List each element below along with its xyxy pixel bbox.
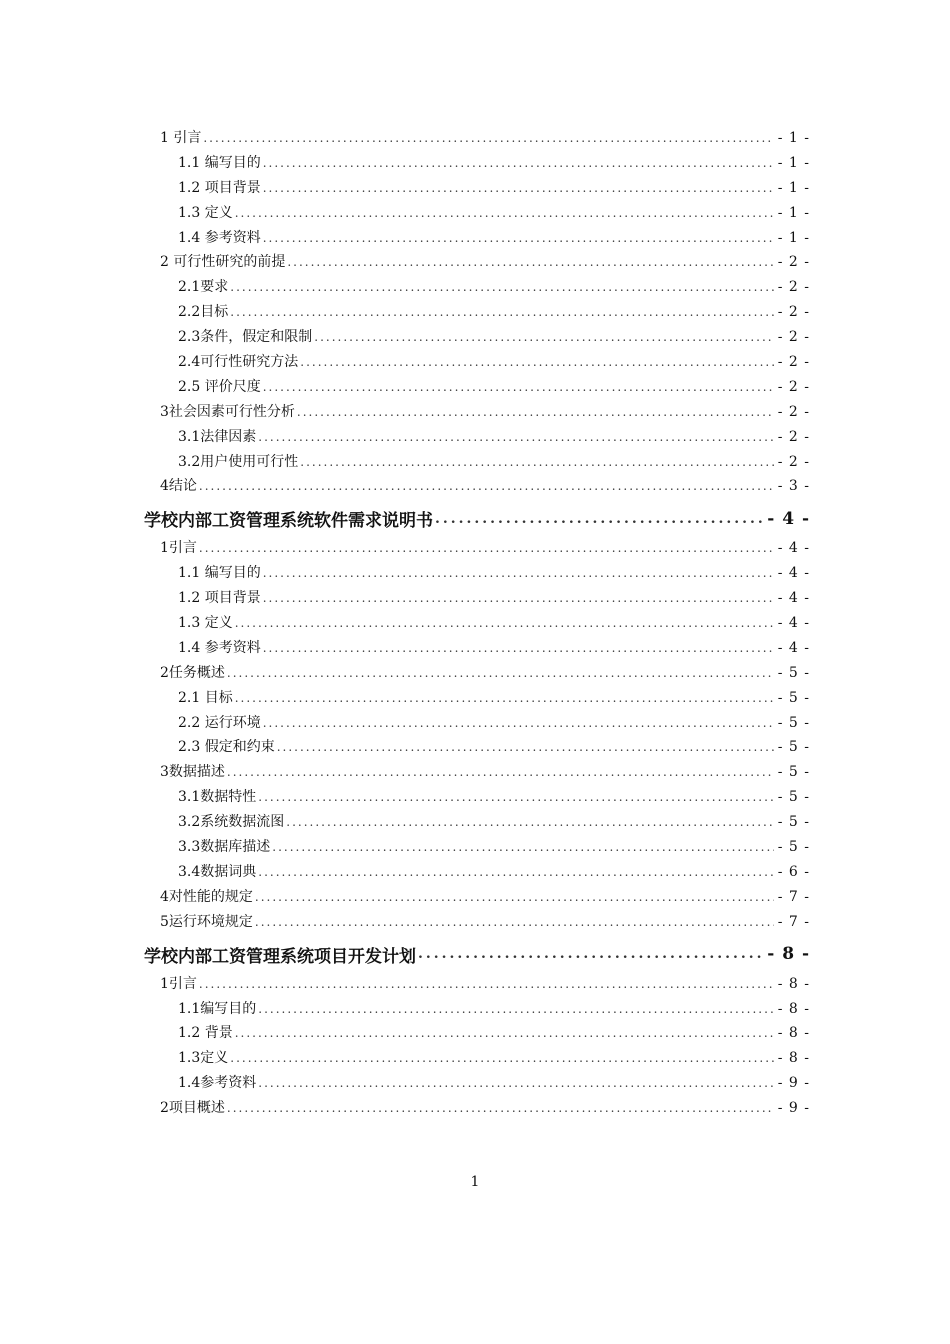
toc-entry-title: 4对性能的规定 — [160, 888, 253, 905]
toc-dot-leader — [235, 616, 774, 630]
toc-entry-page: - 7 - — [777, 913, 810, 930]
toc-entry-page: - 2 - — [777, 279, 810, 296]
toc-entry-title: 1.3 定义 — [178, 204, 233, 221]
toc-entry-title: 5运行环境规定 — [160, 913, 253, 930]
toc-entry-title: 3社会因素可行性分析 — [160, 403, 295, 420]
toc-dot-leader — [199, 977, 774, 991]
toc-dot-leader — [314, 330, 773, 344]
toc-entry-page: - 5 - — [777, 764, 810, 781]
toc-entry-title: 2 可行性研究的前提 — [160, 254, 286, 271]
toc-dot-leader — [199, 541, 774, 555]
toc-entry-title: 1.3 定义 — [178, 615, 233, 632]
toc-dot-leader — [258, 790, 773, 804]
toc-dot-leader — [263, 181, 774, 195]
toc-dot-leader — [258, 865, 773, 879]
toc-entry[interactable] — [160, 1047, 810, 1072]
toc-entry-page: - 5 - — [777, 689, 810, 706]
toc-entry-page: - 8 - — [777, 1000, 810, 1017]
toc-dot-leader — [300, 355, 773, 369]
toc-entry-title: 4结论 — [160, 478, 197, 495]
toc-entry[interactable] — [160, 736, 810, 761]
toc-dot-leader — [255, 890, 774, 904]
toc-entry-title: 1.1 编写目的 — [178, 565, 261, 582]
toc-entry[interactable] — [160, 886, 810, 911]
toc-entry-page: - 1 - — [777, 179, 810, 196]
toc-entry-title: 2.3条件，假定和限制 — [178, 329, 313, 346]
toc-dot-leader — [263, 156, 774, 170]
toc-entry-title: 1.1 编写目的 — [178, 154, 261, 171]
toc-section-heading[interactable] — [144, 500, 810, 537]
toc-dot-leader — [227, 1101, 774, 1115]
toc-entry[interactable] — [160, 637, 810, 662]
toc-entry[interactable] — [160, 152, 810, 177]
toc-entry[interactable] — [160, 426, 810, 451]
toc-entry-page: - 1 - — [777, 130, 810, 146]
toc-entry-page: - 2 - — [777, 378, 810, 395]
toc-entry[interactable] — [160, 451, 810, 476]
toc-entry-page: - 2 - — [777, 428, 810, 445]
toc-dot-leader — [263, 641, 774, 655]
toc-entry-title: 2.1 目标 — [178, 689, 233, 706]
toc-entry-page: - 5 - — [777, 664, 810, 681]
toc-entry[interactable] — [160, 587, 810, 612]
toc-dot-leader — [418, 946, 763, 962]
toc-entry-page: - 4 - — [777, 615, 810, 632]
toc-dot-leader — [230, 280, 773, 294]
toc-entry-title: 2.5 评价尺度 — [178, 378, 261, 395]
toc-dot-leader — [263, 380, 774, 394]
toc-entry-title: 2任务概述 — [160, 664, 225, 681]
toc-dot-leader — [258, 1076, 773, 1090]
toc-entry-title: 3.3数据库描述 — [178, 839, 271, 856]
toc-dot-leader — [230, 305, 773, 319]
toc-entry-title: 1.4 参考资料 — [178, 639, 261, 656]
toc-entry-page: - 6 - — [777, 863, 810, 880]
toc-dot-leader — [258, 1002, 773, 1016]
toc-entry-title: 3.1数据特性 — [178, 789, 257, 806]
toc-entry-page: - 4 - — [767, 508, 810, 529]
toc-entry-page: - 2 - — [777, 354, 810, 371]
toc-entry[interactable] — [160, 401, 810, 426]
toc-entry-title: 3.4数据词典 — [178, 863, 257, 880]
toc-dot-leader — [272, 840, 773, 854]
toc-entry[interactable] — [160, 276, 810, 301]
toc-entry[interactable] — [160, 251, 810, 276]
toc-dot-leader — [263, 716, 774, 730]
toc-entry-title: 2.4可行性研究方法 — [178, 354, 299, 371]
toc-entry-page: - 4 - — [777, 590, 810, 607]
toc-entry[interactable] — [160, 376, 810, 401]
toc-entry-page: - 7 - — [777, 888, 810, 905]
toc-section-heading[interactable] — [144, 936, 810, 973]
toc-entry-title: 1 引言 — [160, 130, 202, 146]
toc-dot-leader — [199, 479, 774, 493]
toc-entry-title: 2.3 假定和约束 — [178, 739, 275, 756]
toc-entry-page: - 2 - — [777, 403, 810, 420]
toc-entry[interactable] — [160, 202, 810, 227]
toc-dot-leader — [300, 455, 773, 469]
toc-entry[interactable] — [160, 227, 810, 252]
toc-entry[interactable] — [160, 761, 810, 786]
toc-entry-page: - 4 - — [777, 639, 810, 656]
toc-entry-title: 2项目概述 — [160, 1100, 225, 1117]
toc-dot-leader — [263, 591, 774, 605]
toc-entry[interactable] — [160, 811, 810, 836]
toc-entry-page: - 4 - — [777, 565, 810, 582]
toc-entry[interactable] — [160, 973, 810, 998]
toc-entry-page: - 5 - — [777, 739, 810, 756]
toc-entry-title: 1.2 项目背景 — [178, 590, 261, 607]
toc-entry-page: - 4 - — [777, 540, 810, 557]
toc-entry[interactable] — [160, 127, 810, 152]
toc-entry[interactable] — [160, 537, 810, 562]
toc-entry-title: 1.1编写目的 — [178, 1000, 257, 1017]
toc-entry-page: - 5 - — [777, 789, 810, 806]
toc-entry-page: - 8 - — [777, 1050, 810, 1067]
toc-entry-title: 1.2 背景 — [178, 1025, 233, 1042]
toc-entry-page: - 2 - — [777, 453, 810, 470]
toc-entry-title: 1引言 — [160, 540, 197, 557]
toc-entry-page: - 5 - — [777, 714, 810, 731]
toc-entry[interactable] — [160, 351, 810, 376]
toc-dot-leader — [286, 815, 773, 829]
toc-entry-title: 1.3定义 — [178, 1050, 229, 1067]
toc-entry-page: - 5 - — [777, 814, 810, 831]
toc-entry-page: - 1 - — [777, 154, 810, 171]
toc-entry-page: - 9 - — [777, 1100, 810, 1117]
toc-entry-title: 3.2用户使用可行性 — [178, 453, 299, 470]
toc-entry[interactable] — [160, 998, 810, 1023]
toc-entry-page: - 8 - — [777, 1025, 810, 1042]
toc-entry[interactable] — [160, 861, 810, 886]
toc-dot-leader — [287, 255, 773, 269]
toc-dot-leader — [230, 1051, 773, 1065]
toc-entry-page: - 8 - — [777, 975, 810, 992]
toc-dot-leader — [258, 430, 773, 444]
toc-entry[interactable] — [160, 326, 810, 351]
table-of-contents — [144, 127, 810, 1122]
toc-dot-leader — [297, 405, 774, 419]
toc-dot-leader — [235, 206, 774, 220]
toc-entry[interactable] — [160, 1072, 810, 1097]
toc-dot-leader — [435, 511, 763, 527]
toc-entry[interactable] — [160, 177, 810, 202]
page-number: 1 — [470, 1174, 480, 1190]
toc-entry[interactable] — [160, 911, 810, 936]
toc-entry-page: - 1 - — [777, 229, 810, 246]
toc-dot-leader — [255, 915, 774, 929]
toc-entry-title: 3.1法律因素 — [178, 428, 257, 445]
toc-entry-title: 学校内部工资管理系统项目开发计划 — [144, 946, 416, 967]
toc-entry-title: 2.1要求 — [178, 279, 229, 296]
toc-entry-title: 2.2目标 — [178, 304, 229, 321]
toc-entry-page: - 5 - — [777, 839, 810, 856]
toc-entry[interactable] — [160, 712, 810, 737]
toc-entry[interactable] — [160, 1097, 810, 1122]
toc-entry-title: 1.4 参考资料 — [178, 229, 261, 246]
toc-entry-title: 1.2 项目背景 — [178, 179, 261, 196]
toc-entry-title: 1引言 — [160, 975, 197, 992]
toc-dot-leader — [263, 231, 774, 245]
toc-entry-title: 3.2系统数据流图 — [178, 814, 285, 831]
toc-entry[interactable] — [160, 612, 810, 637]
toc-dot-leader — [227, 666, 774, 680]
toc-entry[interactable] — [160, 301, 810, 326]
toc-entry-title: 1.4参考资料 — [178, 1075, 257, 1092]
toc-dot-leader — [277, 740, 774, 754]
toc-dot-leader — [235, 1026, 774, 1040]
toc-entry-title: 学校内部工资管理系统软件需求说明书 — [144, 511, 433, 532]
toc-entry-page: - 2 - — [777, 304, 810, 321]
toc-entry[interactable] — [160, 836, 810, 861]
toc-entry-page: - 2 - — [777, 329, 810, 346]
toc-entry-page: - 9 - — [777, 1075, 810, 1092]
toc-entry-page: - 2 - — [777, 254, 810, 271]
toc-entry-page: - 3 - — [777, 478, 810, 495]
toc-entry-title: 3数据描述 — [160, 764, 225, 781]
toc-entry[interactable] — [160, 562, 810, 587]
toc-dot-leader — [227, 765, 774, 779]
toc-entry-page: - 1 - — [777, 204, 810, 221]
toc-entry[interactable] — [160, 1022, 810, 1047]
toc-entry-title: 2.2 运行环境 — [178, 714, 261, 731]
toc-entry[interactable] — [160, 687, 810, 712]
toc-entry[interactable] — [160, 475, 810, 500]
toc-entry[interactable] — [160, 662, 810, 687]
toc-dot-leader — [235, 691, 774, 705]
toc-entry-page: - 8 - — [767, 944, 810, 965]
toc-entry[interactable] — [160, 786, 810, 811]
toc-dot-leader — [263, 566, 774, 580]
toc-dot-leader — [203, 131, 773, 145]
